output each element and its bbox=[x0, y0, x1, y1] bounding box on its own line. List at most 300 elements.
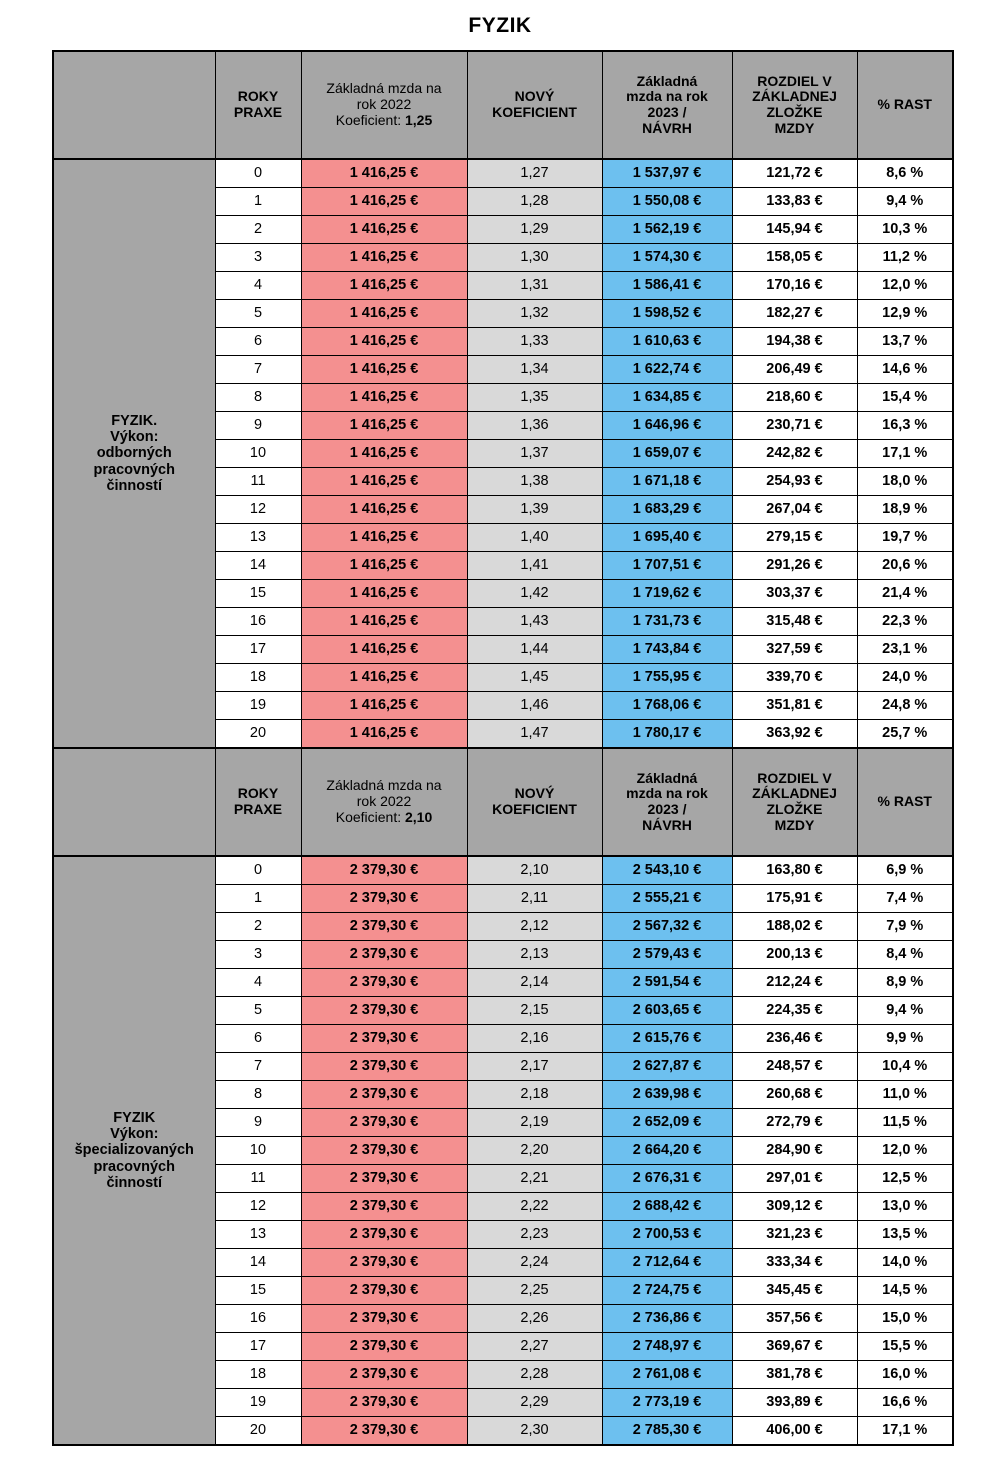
header-base-salary-2022 bbox=[301, 748, 467, 856]
cell-years-of-practice: 14 bbox=[215, 552, 301, 580]
cell-difference: 182,27 € bbox=[732, 300, 857, 328]
cell-new-salary-2023: 1 562,19 € bbox=[602, 216, 732, 244]
cell-growth-percent: 17,1 % bbox=[857, 440, 953, 468]
cell-years-of-practice: 1 bbox=[215, 188, 301, 216]
cell-years-of-practice: 12 bbox=[215, 1193, 301, 1221]
header-years-line2: PRAXE bbox=[233, 801, 283, 817]
cell-difference: 267,04 € bbox=[732, 496, 857, 524]
header-diff-line3: ZLOŽKE bbox=[766, 104, 823, 120]
cell-years-of-practice: 15 bbox=[215, 1277, 301, 1305]
cell-years-of-practice: 2 bbox=[215, 913, 301, 941]
cell-base-salary-2022: 1 416,25 € bbox=[301, 412, 467, 440]
header-new-salary-2023 bbox=[602, 51, 732, 159]
cell-years-of-practice: 7 bbox=[215, 356, 301, 384]
cell-growth-percent: 11,0 % bbox=[857, 1081, 953, 1109]
cell-years-of-practice: 17 bbox=[215, 1333, 301, 1361]
cell-growth-percent: 14,5 % bbox=[857, 1277, 953, 1305]
cell-years-of-practice: 8 bbox=[215, 384, 301, 412]
cell-years-of-practice: 10 bbox=[215, 440, 301, 468]
cell-new-salary-2023: 2 688,42 € bbox=[602, 1193, 732, 1221]
cell-difference: 357,56 € bbox=[732, 1305, 857, 1333]
cell-new-salary-2023: 1 695,40 € bbox=[602, 524, 732, 552]
header-years-of-practice bbox=[215, 748, 301, 856]
cell-growth-percent: 14,0 % bbox=[857, 1249, 953, 1277]
cell-difference: 230,71 € bbox=[732, 412, 857, 440]
cell-new-salary-2023: 1 598,52 € bbox=[602, 300, 732, 328]
cell-base-salary-2022: 1 416,25 € bbox=[301, 300, 467, 328]
cell-growth-percent: 12,0 % bbox=[857, 1137, 953, 1165]
cell-years-of-practice: 3 bbox=[215, 941, 301, 969]
header-years-line2: PRAXE bbox=[233, 104, 283, 120]
cell-new-salary-2023: 1 634,85 € bbox=[602, 384, 732, 412]
cell-base-salary-2022: 1 416,25 € bbox=[301, 244, 467, 272]
cell-new-salary-2023: 2 615,76 € bbox=[602, 1025, 732, 1053]
cell-new-coefficient: 2,20 bbox=[467, 1137, 602, 1165]
cell-years-of-practice: 6 bbox=[215, 328, 301, 356]
header-diff-line1: ROZDIEL V bbox=[757, 72, 832, 89]
cell-years-of-practice: 1 bbox=[215, 885, 301, 913]
header-base-line1: Základná mzda na bbox=[326, 777, 442, 794]
cell-difference: 260,68 € bbox=[732, 1081, 857, 1109]
cell-years-of-practice: 16 bbox=[215, 608, 301, 636]
cell-base-salary-2022: 2 379,30 € bbox=[301, 1277, 467, 1305]
cell-difference: 303,37 € bbox=[732, 580, 857, 608]
cell-difference: 175,91 € bbox=[732, 885, 857, 913]
cell-growth-percent: 15,4 % bbox=[857, 384, 953, 412]
cell-difference: 309,12 € bbox=[732, 1193, 857, 1221]
cell-difference: 170,16 € bbox=[732, 272, 857, 300]
cell-growth-percent: 11,2 % bbox=[857, 244, 953, 272]
cell-base-salary-2022: 1 416,25 € bbox=[301, 580, 467, 608]
cell-new-salary-2023: 2 700,53 € bbox=[602, 1221, 732, 1249]
cell-base-salary-2022: 1 416,25 € bbox=[301, 496, 467, 524]
cell-base-salary-2022: 2 379,30 € bbox=[301, 941, 467, 969]
cell-difference: 393,89 € bbox=[732, 1389, 857, 1417]
cell-years-of-practice: 20 bbox=[215, 720, 301, 749]
cell-new-salary-2023: 1 574,30 € bbox=[602, 244, 732, 272]
cell-new-salary-2023: 2 676,31 € bbox=[602, 1165, 732, 1193]
cell-new-coefficient: 1,31 bbox=[467, 272, 602, 300]
cell-new-salary-2023: 1 707,51 € bbox=[602, 552, 732, 580]
cell-base-salary-2022: 2 379,30 € bbox=[301, 913, 467, 941]
cell-base-salary-2022: 1 416,25 € bbox=[301, 440, 467, 468]
cell-new-coefficient: 1,34 bbox=[467, 356, 602, 384]
cell-new-salary-2023: 1 671,18 € bbox=[602, 468, 732, 496]
cell-difference: 254,93 € bbox=[732, 468, 857, 496]
cell-difference: 284,90 € bbox=[732, 1137, 857, 1165]
cell-base-salary-2022: 1 416,25 € bbox=[301, 159, 467, 188]
header-growth-label: % RAST bbox=[877, 793, 932, 810]
cell-difference: 363,92 € bbox=[732, 720, 857, 749]
header-diff-line4: MZDY bbox=[774, 816, 815, 833]
cell-years-of-practice: 13 bbox=[215, 1221, 301, 1249]
cell-new-salary-2023: 2 712,64 € bbox=[602, 1249, 732, 1277]
cell-growth-percent: 10,4 % bbox=[857, 1053, 953, 1081]
cell-difference: 297,01 € bbox=[732, 1165, 857, 1193]
cell-years-of-practice: 18 bbox=[215, 1361, 301, 1389]
cell-new-salary-2023: 1 731,73 € bbox=[602, 608, 732, 636]
cell-new-coefficient: 2,10 bbox=[467, 856, 602, 885]
cell-years-of-practice: 0 bbox=[215, 159, 301, 188]
cell-years-of-practice: 8 bbox=[215, 1081, 301, 1109]
cell-base-salary-2022: 1 416,25 € bbox=[301, 468, 467, 496]
header-diff-line4: MZDY bbox=[774, 119, 815, 136]
header-base-line1: Základná mzda na bbox=[326, 80, 442, 97]
cell-new-salary-2023: 2 664,20 € bbox=[602, 1137, 732, 1165]
cell-new-salary-2023: 1 719,62 € bbox=[602, 580, 732, 608]
header-diff-line1: ROZDIEL V bbox=[757, 769, 832, 786]
salary-table-body bbox=[53, 51, 953, 1445]
cell-difference: 236,46 € bbox=[732, 1025, 857, 1053]
cell-years-of-practice: 20 bbox=[215, 1417, 301, 1446]
cell-new-coefficient: 2,12 bbox=[467, 913, 602, 941]
cell-difference: 200,13 € bbox=[732, 941, 857, 969]
cell-base-salary-2022: 2 379,30 € bbox=[301, 1081, 467, 1109]
cell-new-coefficient: 2,13 bbox=[467, 941, 602, 969]
cell-base-salary-2022: 2 379,30 € bbox=[301, 1249, 467, 1277]
cell-new-salary-2023: 1 537,97 € bbox=[602, 159, 732, 188]
cell-difference: 321,23 € bbox=[732, 1221, 857, 1249]
cell-growth-percent: 10,3 % bbox=[857, 216, 953, 244]
header-coef-line1: NOVÝ bbox=[514, 785, 555, 802]
page-title: FYZIK bbox=[468, 14, 532, 37]
header-coef-line1: NOVÝ bbox=[514, 88, 555, 105]
cell-new-salary-2023: 2 543,10 € bbox=[602, 856, 732, 885]
cell-years-of-practice: 17 bbox=[215, 636, 301, 664]
cell-growth-percent: 21,4 % bbox=[857, 580, 953, 608]
cell-new-salary-2023: 1 610,63 € bbox=[602, 328, 732, 356]
cell-base-salary-2022: 2 379,30 € bbox=[301, 1221, 467, 1249]
cell-new-coefficient: 1,45 bbox=[467, 664, 602, 692]
cell-years-of-practice: 5 bbox=[215, 997, 301, 1025]
cell-years-of-practice: 9 bbox=[215, 1109, 301, 1137]
cell-new-coefficient: 1,43 bbox=[467, 608, 602, 636]
cell-new-salary-2023: 2 736,86 € bbox=[602, 1305, 732, 1333]
cell-years-of-practice: 9 bbox=[215, 412, 301, 440]
cell-difference: 206,49 € bbox=[732, 356, 857, 384]
cell-growth-percent: 16,0 % bbox=[857, 1361, 953, 1389]
header-difference bbox=[732, 51, 857, 159]
cell-difference: 158,05 € bbox=[732, 244, 857, 272]
cell-growth-percent: 24,0 % bbox=[857, 664, 953, 692]
header-base-coefficient-value: 1,25 bbox=[405, 111, 433, 128]
cell-difference: 381,78 € bbox=[732, 1361, 857, 1389]
block-label-line: činností bbox=[106, 1174, 163, 1191]
cell-new-coefficient: 1,39 bbox=[467, 496, 602, 524]
cell-new-coefficient: 2,25 bbox=[467, 1277, 602, 1305]
cell-new-salary-2023: 2 567,32 € bbox=[602, 913, 732, 941]
cell-new-coefficient: 1,27 bbox=[467, 159, 602, 188]
header-blank-cell bbox=[53, 748, 215, 856]
cell-new-salary-2023: 2 579,43 € bbox=[602, 941, 732, 969]
cell-base-salary-2022: 1 416,25 € bbox=[301, 720, 467, 749]
cell-base-salary-2022: 2 379,30 € bbox=[301, 1109, 467, 1137]
cell-base-salary-2022: 2 379,30 € bbox=[301, 1165, 467, 1193]
cell-growth-percent: 19,7 % bbox=[857, 524, 953, 552]
cell-base-salary-2022: 2 379,30 € bbox=[301, 1193, 467, 1221]
cell-years-of-practice: 4 bbox=[215, 272, 301, 300]
header-new-line4: NÁVRH bbox=[642, 816, 692, 833]
cell-base-salary-2022: 2 379,30 € bbox=[301, 969, 467, 997]
cell-new-salary-2023: 2 761,08 € bbox=[602, 1361, 732, 1389]
cell-new-coefficient: 2,28 bbox=[467, 1361, 602, 1389]
cell-growth-percent: 16,6 % bbox=[857, 1389, 953, 1417]
header-diff-line3: ZLOŽKE bbox=[766, 801, 823, 817]
block-label-line: FYZIK. bbox=[111, 412, 158, 429]
cell-base-salary-2022: 1 416,25 € bbox=[301, 272, 467, 300]
cell-new-coefficient: 1,41 bbox=[467, 552, 602, 580]
cell-new-salary-2023: 1 743,84 € bbox=[602, 636, 732, 664]
header-coef-line2: KOEFICIENT bbox=[492, 104, 577, 120]
cell-difference: 194,38 € bbox=[732, 328, 857, 356]
header-diff-line2: ZÁKLADNEJ bbox=[752, 785, 837, 802]
header-new-line1: Základná bbox=[636, 72, 698, 89]
cell-new-coefficient: 2,16 bbox=[467, 1025, 602, 1053]
header-new-line3: 2023 / bbox=[647, 104, 687, 120]
cell-base-salary-2022: 2 379,30 € bbox=[301, 1137, 467, 1165]
cell-difference: 339,70 € bbox=[732, 664, 857, 692]
cell-growth-percent: 22,3 % bbox=[857, 608, 953, 636]
cell-difference: 406,00 € bbox=[732, 1417, 857, 1446]
salary-table bbox=[52, 50, 954, 1446]
cell-difference: 163,80 € bbox=[732, 856, 857, 885]
cell-growth-percent: 13,0 % bbox=[857, 1193, 953, 1221]
cell-new-coefficient: 2,29 bbox=[467, 1389, 602, 1417]
cell-growth-percent: 8,6 % bbox=[857, 159, 953, 188]
cell-base-salary-2022: 2 379,30 € bbox=[301, 1025, 467, 1053]
block-label-line: činností bbox=[106, 477, 163, 494]
header-coef-line2: KOEFICIENT bbox=[492, 801, 577, 817]
cell-new-salary-2023: 2 773,19 € bbox=[602, 1389, 732, 1417]
header-years-line1: ROKY bbox=[237, 88, 279, 105]
cell-base-salary-2022: 1 416,25 € bbox=[301, 636, 467, 664]
cell-base-salary-2022: 2 379,30 € bbox=[301, 1305, 467, 1333]
cell-new-coefficient: 2,17 bbox=[467, 1053, 602, 1081]
header-new-coefficient bbox=[467, 51, 602, 159]
cell-difference: 291,26 € bbox=[732, 552, 857, 580]
cell-growth-percent: 24,8 % bbox=[857, 692, 953, 720]
cell-base-salary-2022: 2 379,30 € bbox=[301, 997, 467, 1025]
cell-new-coefficient: 2,26 bbox=[467, 1305, 602, 1333]
cell-difference: 242,82 € bbox=[732, 440, 857, 468]
cell-difference: 315,48 € bbox=[732, 608, 857, 636]
block-label-line: pracovných bbox=[93, 461, 175, 478]
cell-difference: 145,94 € bbox=[732, 216, 857, 244]
cell-base-salary-2022: 1 416,25 € bbox=[301, 692, 467, 720]
cell-new-coefficient: 1,37 bbox=[467, 440, 602, 468]
cell-years-of-practice: 0 bbox=[215, 856, 301, 885]
cell-new-coefficient: 2,11 bbox=[467, 885, 602, 913]
header-diff-line2: ZÁKLADNEJ bbox=[752, 88, 837, 105]
cell-new-coefficient: 2,30 bbox=[467, 1417, 602, 1446]
cell-new-salary-2023: 2 591,54 € bbox=[602, 969, 732, 997]
cell-years-of-practice: 15 bbox=[215, 580, 301, 608]
salary-table-container bbox=[0, 50, 1000, 1446]
cell-new-coefficient: 2,23 bbox=[467, 1221, 602, 1249]
cell-base-salary-2022: 1 416,25 € bbox=[301, 356, 467, 384]
cell-new-coefficient: 2,19 bbox=[467, 1109, 602, 1137]
cell-growth-percent: 18,9 % bbox=[857, 496, 953, 524]
cell-new-coefficient: 2,15 bbox=[467, 997, 602, 1025]
cell-years-of-practice: 13 bbox=[215, 524, 301, 552]
cell-new-coefficient: 2,18 bbox=[467, 1081, 602, 1109]
cell-base-salary-2022: 1 416,25 € bbox=[301, 608, 467, 636]
cell-new-salary-2023: 2 652,09 € bbox=[602, 1109, 732, 1137]
cell-base-salary-2022: 2 379,30 € bbox=[301, 1417, 467, 1446]
cell-base-salary-2022: 2 379,30 € bbox=[301, 1053, 467, 1081]
header-base-coefficient-value: 2,10 bbox=[405, 808, 433, 825]
cell-years-of-practice: 5 bbox=[215, 300, 301, 328]
table-header-row bbox=[53, 748, 953, 856]
table-row bbox=[53, 159, 953, 188]
cell-years-of-practice: 18 bbox=[215, 664, 301, 692]
cell-years-of-practice: 7 bbox=[215, 1053, 301, 1081]
header-new-line1: Základná bbox=[636, 769, 698, 786]
header-years-line1: ROKY bbox=[237, 785, 279, 802]
cell-new-coefficient: 2,14 bbox=[467, 969, 602, 997]
cell-base-salary-2022: 2 379,30 € bbox=[301, 856, 467, 885]
cell-growth-percent: 25,7 % bbox=[857, 720, 953, 749]
cell-difference: 272,79 € bbox=[732, 1109, 857, 1137]
cell-growth-percent: 9,4 % bbox=[857, 997, 953, 1025]
cell-growth-percent: 15,5 % bbox=[857, 1333, 953, 1361]
block-label-line: špecializovaných bbox=[74, 1142, 194, 1159]
cell-new-coefficient: 2,21 bbox=[467, 1165, 602, 1193]
cell-growth-percent: 13,7 % bbox=[857, 328, 953, 356]
cell-growth-percent: 23,1 % bbox=[857, 636, 953, 664]
table-header-row bbox=[53, 51, 953, 159]
block-label-line: odborných bbox=[96, 445, 172, 462]
cell-years-of-practice: 11 bbox=[215, 468, 301, 496]
cell-growth-percent: 18,0 % bbox=[857, 468, 953, 496]
cell-base-salary-2022: 1 416,25 € bbox=[301, 664, 467, 692]
cell-new-coefficient: 1,42 bbox=[467, 580, 602, 608]
header-new-line3: 2023 / bbox=[647, 801, 687, 817]
cell-difference: 279,15 € bbox=[732, 524, 857, 552]
block-label bbox=[53, 159, 215, 748]
cell-new-salary-2023: 1 768,06 € bbox=[602, 692, 732, 720]
cell-new-coefficient: 1,44 bbox=[467, 636, 602, 664]
cell-years-of-practice: 12 bbox=[215, 496, 301, 524]
header-years-of-practice bbox=[215, 51, 301, 159]
cell-new-salary-2023: 2 627,87 € bbox=[602, 1053, 732, 1081]
cell-new-salary-2023: 2 724,75 € bbox=[602, 1277, 732, 1305]
cell-growth-percent: 12,9 % bbox=[857, 300, 953, 328]
cell-base-salary-2022: 1 416,25 € bbox=[301, 384, 467, 412]
cell-new-coefficient: 1,36 bbox=[467, 412, 602, 440]
cell-years-of-practice: 4 bbox=[215, 969, 301, 997]
cell-growth-percent: 7,9 % bbox=[857, 913, 953, 941]
cell-growth-percent: 17,1 % bbox=[857, 1417, 953, 1446]
cell-new-coefficient: 1,32 bbox=[467, 300, 602, 328]
cell-base-salary-2022: 2 379,30 € bbox=[301, 1333, 467, 1361]
cell-new-salary-2023: 1 586,41 € bbox=[602, 272, 732, 300]
cell-difference: 327,59 € bbox=[732, 636, 857, 664]
cell-difference: 333,34 € bbox=[732, 1249, 857, 1277]
header-base-coefficient-label: Koeficient: bbox=[335, 808, 405, 825]
header-growth-label: % RAST bbox=[877, 96, 932, 113]
header-new-line4: NÁVRH bbox=[642, 119, 692, 136]
header-base-salary-2022 bbox=[301, 51, 467, 159]
cell-new-salary-2023: 2 603,65 € bbox=[602, 997, 732, 1025]
header-base-coefficient-label: Koeficient: bbox=[335, 111, 405, 128]
cell-new-salary-2023: 1 659,07 € bbox=[602, 440, 732, 468]
cell-new-salary-2023: 1 755,95 € bbox=[602, 664, 732, 692]
table-row bbox=[53, 856, 953, 885]
cell-years-of-practice: 11 bbox=[215, 1165, 301, 1193]
cell-difference: 351,81 € bbox=[732, 692, 857, 720]
cell-base-salary-2022: 1 416,25 € bbox=[301, 552, 467, 580]
cell-base-salary-2022: 2 379,30 € bbox=[301, 1389, 467, 1417]
cell-difference: 248,57 € bbox=[732, 1053, 857, 1081]
cell-growth-percent: 7,4 % bbox=[857, 885, 953, 913]
cell-difference: 212,24 € bbox=[732, 969, 857, 997]
cell-new-coefficient: 2,24 bbox=[467, 1249, 602, 1277]
cell-years-of-practice: 16 bbox=[215, 1305, 301, 1333]
header-new-salary-2023 bbox=[602, 748, 732, 856]
cell-new-coefficient: 1,33 bbox=[467, 328, 602, 356]
cell-difference: 133,83 € bbox=[732, 188, 857, 216]
cell-years-of-practice: 10 bbox=[215, 1137, 301, 1165]
cell-years-of-practice: 6 bbox=[215, 1025, 301, 1053]
cell-growth-percent: 13,5 % bbox=[857, 1221, 953, 1249]
cell-new-coefficient: 1,46 bbox=[467, 692, 602, 720]
cell-new-coefficient: 1,28 bbox=[467, 188, 602, 216]
cell-growth-percent: 16,3 % bbox=[857, 412, 953, 440]
cell-growth-percent: 8,9 % bbox=[857, 969, 953, 997]
cell-new-salary-2023: 1 550,08 € bbox=[602, 188, 732, 216]
header-difference bbox=[732, 748, 857, 856]
header-growth-percent bbox=[857, 51, 953, 159]
block-label-line: pracovných bbox=[93, 1158, 175, 1175]
cell-growth-percent: 9,9 % bbox=[857, 1025, 953, 1053]
cell-new-salary-2023: 1 622,74 € bbox=[602, 356, 732, 384]
block-label bbox=[53, 856, 215, 1445]
cell-years-of-practice: 19 bbox=[215, 1389, 301, 1417]
cell-growth-percent: 14,6 % bbox=[857, 356, 953, 384]
cell-growth-percent: 12,5 % bbox=[857, 1165, 953, 1193]
header-base-line2: rok 2022 bbox=[356, 96, 412, 113]
cell-difference: 218,60 € bbox=[732, 384, 857, 412]
cell-new-salary-2023: 1 683,29 € bbox=[602, 496, 732, 524]
header-base-line2: rok 2022 bbox=[356, 793, 412, 810]
block-label-line: Výkon: bbox=[110, 1126, 159, 1143]
cell-base-salary-2022: 1 416,25 € bbox=[301, 188, 467, 216]
cell-new-coefficient: 1,38 bbox=[467, 468, 602, 496]
cell-new-salary-2023: 1 646,96 € bbox=[602, 412, 732, 440]
header-new-line2: mzda na rok bbox=[626, 785, 708, 802]
header-new-coefficient bbox=[467, 748, 602, 856]
cell-new-salary-2023: 2 748,97 € bbox=[602, 1333, 732, 1361]
cell-growth-percent: 9,4 % bbox=[857, 188, 953, 216]
cell-growth-percent: 15,0 % bbox=[857, 1305, 953, 1333]
cell-years-of-practice: 3 bbox=[215, 244, 301, 272]
cell-new-coefficient: 1,47 bbox=[467, 720, 602, 749]
cell-base-salary-2022: 2 379,30 € bbox=[301, 885, 467, 913]
cell-new-coefficient: 1,30 bbox=[467, 244, 602, 272]
cell-years-of-practice: 2 bbox=[215, 216, 301, 244]
cell-new-coefficient: 1,29 bbox=[467, 216, 602, 244]
cell-growth-percent: 20,6 % bbox=[857, 552, 953, 580]
block-label-line: Výkon: bbox=[110, 429, 159, 446]
cell-new-salary-2023: 2 555,21 € bbox=[602, 885, 732, 913]
header-blank-cell bbox=[53, 51, 215, 159]
block-label-line: FYZIK bbox=[113, 1109, 156, 1126]
cell-years-of-practice: 14 bbox=[215, 1249, 301, 1277]
header-new-line2: mzda na rok bbox=[626, 88, 708, 105]
cell-new-salary-2023: 2 785,30 € bbox=[602, 1417, 732, 1446]
cell-base-salary-2022: 2 379,30 € bbox=[301, 1361, 467, 1389]
